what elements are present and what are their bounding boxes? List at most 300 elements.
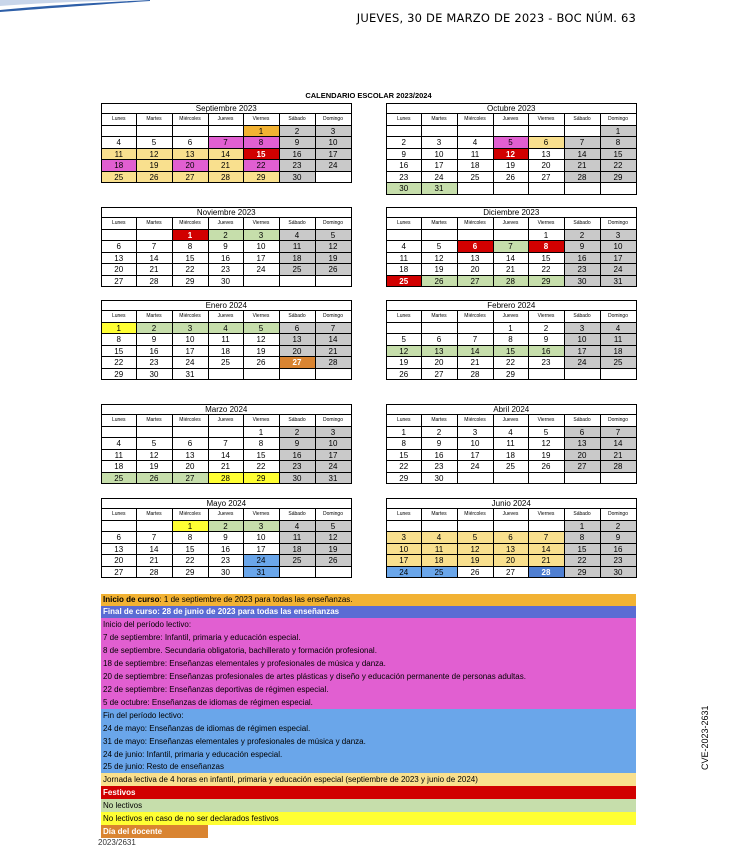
day-cell: 22 <box>244 461 280 473</box>
weekday-header: Domingo <box>316 311 352 323</box>
day-cell: 18 <box>387 264 422 276</box>
day-cell: 25 <box>280 264 316 276</box>
day-cell: 4 <box>458 137 494 149</box>
day-cell: 20 <box>494 555 529 567</box>
day-cell: 1 <box>529 230 565 242</box>
day-cell: 20 <box>565 450 601 462</box>
weekday-header: Miércoles <box>458 218 494 230</box>
day-cell: 15 <box>102 346 137 358</box>
day-cell: 19 <box>422 264 458 276</box>
weekday-header: Lunes <box>387 509 422 521</box>
day-cell: 10 <box>387 544 422 556</box>
weekday-header: Domingo <box>316 415 352 427</box>
day-cell: 1 <box>565 521 601 533</box>
day-cell: 5 <box>316 521 352 533</box>
day-cell: 6 <box>102 241 137 253</box>
day-cell: 26 <box>422 276 458 288</box>
day-cell: 21 <box>529 555 565 567</box>
empty-cell <box>137 427 173 439</box>
empty-cell <box>565 183 601 195</box>
weekday-header: Domingo <box>601 114 637 126</box>
day-cell: 7 <box>458 334 494 346</box>
day-cell: 7 <box>137 241 173 253</box>
day-cell: 11 <box>102 450 137 462</box>
day-cell: 23 <box>601 555 637 567</box>
day-cell: 17 <box>173 346 209 358</box>
empty-cell <box>137 126 173 138</box>
day-cell: 1 <box>102 323 137 335</box>
day-cell: 14 <box>565 149 601 161</box>
day-cell: 13 <box>565 438 601 450</box>
day-cell: 23 <box>565 264 601 276</box>
day-cell: 3 <box>316 126 352 138</box>
legend-row <box>101 670 636 683</box>
empty-cell <box>458 230 494 242</box>
day-cell: 17 <box>244 544 280 556</box>
day-cell: 4 <box>280 230 316 242</box>
day-cell: 14 <box>137 544 173 556</box>
day-cell: 2 <box>137 323 173 335</box>
day-cell: 13 <box>458 253 494 265</box>
day-cell: 22 <box>387 461 422 473</box>
weekday-header: Jueves <box>209 218 244 230</box>
weekday-header: Viernes <box>529 509 565 521</box>
day-cell: 12 <box>387 346 422 358</box>
weekday-header: Lunes <box>102 415 137 427</box>
day-cell: 12 <box>137 450 173 462</box>
day-cell: 24 <box>565 357 601 369</box>
day-cell: 11 <box>209 334 244 346</box>
day-cell: 25 <box>209 357 244 369</box>
day-cell: 2 <box>280 126 316 138</box>
day-cell: 10 <box>422 149 458 161</box>
month-title: Octubre 2023 <box>386 103 637 114</box>
weekday-header: Domingo <box>316 509 352 521</box>
day-cell: 7 <box>137 532 173 544</box>
day-cell: 19 <box>137 160 173 172</box>
day-cell: 26 <box>458 567 494 579</box>
day-cell: 9 <box>209 241 244 253</box>
day-cell: 8 <box>601 137 637 149</box>
day-cell: 27 <box>529 172 565 184</box>
day-cell: 1 <box>244 427 280 439</box>
day-cell: 22 <box>244 160 280 172</box>
day-cell: 8 <box>173 532 209 544</box>
day-cell: 24 <box>458 461 494 473</box>
legend-label: Inicio de curso <box>103 595 160 604</box>
day-cell: 14 <box>458 346 494 358</box>
day-cell: 18 <box>280 544 316 556</box>
day-cell: 23 <box>529 357 565 369</box>
day-cell: 22 <box>173 264 209 276</box>
day-cell: 6 <box>280 323 316 335</box>
month-title: Septiembre 2023 <box>101 103 352 114</box>
weekday-header: Martes <box>137 114 173 126</box>
day-cell: 5 <box>244 323 280 335</box>
day-cell: 4 <box>280 521 316 533</box>
empty-cell <box>209 126 244 138</box>
day-cell: 30 <box>209 276 244 288</box>
weekday-header: Viernes <box>244 509 280 521</box>
weekday-header: Sábado <box>280 311 316 323</box>
legend-row <box>101 722 636 735</box>
weekday-header: Domingo <box>316 114 352 126</box>
empty-cell <box>529 183 565 195</box>
day-cell: 16 <box>280 149 316 161</box>
day-cell: 12 <box>422 253 458 265</box>
empty-cell <box>387 521 422 533</box>
day-cell: 8 <box>244 438 280 450</box>
day-cell: 29 <box>244 473 280 485</box>
day-cell: 31 <box>244 567 280 579</box>
day-cell: 30 <box>387 183 422 195</box>
weekday-header: Martes <box>422 509 458 521</box>
day-cell: 9 <box>280 137 316 149</box>
day-cell: 16 <box>137 346 173 358</box>
day-cell: 11 <box>494 438 529 450</box>
day-cell: 4 <box>102 438 137 450</box>
day-cell: 26 <box>494 172 529 184</box>
empty-cell <box>102 427 137 439</box>
day-cell: 18 <box>102 461 137 473</box>
day-cell: 30 <box>422 473 458 485</box>
day-cell: 19 <box>244 346 280 358</box>
empty-cell <box>601 369 637 381</box>
empty-cell <box>529 369 565 381</box>
day-cell: 14 <box>529 544 565 556</box>
day-cell: 13 <box>494 544 529 556</box>
day-cell: 17 <box>244 253 280 265</box>
day-cell: 25 <box>387 276 422 288</box>
day-cell: 15 <box>529 253 565 265</box>
weekday-header: Martes <box>137 509 173 521</box>
day-cell: 25 <box>458 172 494 184</box>
day-cell: 20 <box>529 160 565 172</box>
empty-cell <box>387 323 422 335</box>
day-cell: 8 <box>529 241 565 253</box>
empty-cell <box>422 126 458 138</box>
day-cell: 10 <box>244 532 280 544</box>
legend-row <box>101 812 636 825</box>
empty-cell <box>422 230 458 242</box>
day-cell: 19 <box>529 450 565 462</box>
day-cell: 21 <box>494 264 529 276</box>
legend-row <box>101 618 636 631</box>
day-cell: 26 <box>137 473 173 485</box>
day-cell: 6 <box>173 438 209 450</box>
legend-row <box>101 709 636 722</box>
weekday-header: Miércoles <box>458 415 494 427</box>
day-cell: 24 <box>244 555 280 567</box>
day-cell: 30 <box>565 276 601 288</box>
day-cell: 3 <box>316 427 352 439</box>
empty-cell <box>601 473 637 485</box>
day-cell: 16 <box>601 544 637 556</box>
day-cell: 16 <box>529 346 565 358</box>
day-cell: 13 <box>102 253 137 265</box>
day-cell: 4 <box>209 323 244 335</box>
day-cell: 15 <box>244 149 280 161</box>
day-cell: 17 <box>387 555 422 567</box>
day-cell: 16 <box>209 253 244 265</box>
day-cell: 23 <box>209 264 244 276</box>
day-cell: 19 <box>316 544 352 556</box>
weekday-header: Sábado <box>280 415 316 427</box>
day-cell: 17 <box>601 253 637 265</box>
day-cell: 10 <box>316 438 352 450</box>
empty-cell <box>280 369 316 381</box>
day-cell: 11 <box>102 149 137 161</box>
day-cell: 24 <box>316 461 352 473</box>
empty-cell <box>137 521 173 533</box>
day-cell: 21 <box>209 461 244 473</box>
empty-cell <box>316 172 352 184</box>
legend-text: : 28 de junio de 2023 para todas las enseñanzas <box>157 607 340 616</box>
weekday-header: Jueves <box>209 509 244 521</box>
day-cell: 22 <box>102 357 137 369</box>
weekday-header: Martes <box>422 311 458 323</box>
day-cell: 24 <box>422 172 458 184</box>
weekday-header: Miércoles <box>173 509 209 521</box>
day-cell: 3 <box>565 323 601 335</box>
weekday-header: Sábado <box>565 114 601 126</box>
day-cell: 26 <box>316 264 352 276</box>
day-cell: 3 <box>244 521 280 533</box>
empty-cell <box>387 126 422 138</box>
day-cell: 24 <box>173 357 209 369</box>
empty-cell <box>458 473 494 485</box>
weekday-header: Miércoles <box>458 509 494 521</box>
weekday-header: Sábado <box>565 311 601 323</box>
legend-text: 31 de mayo: Enseñanzas elementales y profesionales de música y danza. <box>103 737 366 746</box>
weekday-header: Sábado <box>565 509 601 521</box>
day-cell: 30 <box>209 567 244 579</box>
weekday-header: Domingo <box>601 509 637 521</box>
legend-label: Festivos <box>103 788 136 797</box>
legend-text: Inicio del período lectivo: <box>103 620 192 629</box>
document-id: 2023/2631 <box>98 838 136 847</box>
day-cell: 30 <box>137 369 173 381</box>
month-title: Enero 2024 <box>101 300 352 311</box>
day-cell: 9 <box>137 334 173 346</box>
day-cell: 6 <box>102 532 137 544</box>
day-cell: 17 <box>565 346 601 358</box>
day-cell: 5 <box>494 137 529 149</box>
weekday-header: Jueves <box>494 311 529 323</box>
day-cell: 28 <box>209 473 244 485</box>
empty-cell <box>458 521 494 533</box>
day-cell: 2 <box>209 230 244 242</box>
day-cell: 18 <box>494 450 529 462</box>
weekday-header: Jueves <box>209 114 244 126</box>
month-title: Abril 2024 <box>386 404 637 415</box>
day-cell: 28 <box>565 172 601 184</box>
empty-cell <box>529 473 565 485</box>
day-cell: 17 <box>422 160 458 172</box>
day-cell: 22 <box>173 555 209 567</box>
day-cell: 27 <box>102 567 137 579</box>
day-cell: 12 <box>458 544 494 556</box>
day-cell: 5 <box>422 241 458 253</box>
day-cell: 9 <box>565 241 601 253</box>
day-cell: 9 <box>601 532 637 544</box>
day-cell: 8 <box>244 137 280 149</box>
month-title: Febrero 2024 <box>386 300 637 311</box>
weekday-header: Martes <box>137 218 173 230</box>
day-cell: 20 <box>102 264 137 276</box>
day-cell: 15 <box>244 450 280 462</box>
day-cell: 31 <box>316 473 352 485</box>
legend-row <box>101 799 636 812</box>
weekday-header: Lunes <box>387 415 422 427</box>
day-cell: 16 <box>209 544 244 556</box>
day-cell: 27 <box>280 357 316 369</box>
weekday-header: Martes <box>422 114 458 126</box>
day-cell: 21 <box>137 264 173 276</box>
day-cell: 27 <box>173 473 209 485</box>
legend-text: 8 de septiembre. Secundaria obligatoria, bachillerato y formación profesional. <box>103 646 377 655</box>
weekday-header: Viernes <box>244 311 280 323</box>
day-cell: 9 <box>280 438 316 450</box>
day-cell: 28 <box>601 461 637 473</box>
day-cell: 1 <box>494 323 529 335</box>
day-cell: 27 <box>422 369 458 381</box>
weekday-header: Sábado <box>280 114 316 126</box>
weekday-header: Martes <box>422 218 458 230</box>
legend-text: 24 de mayo: Enseñanzas de idiomas de régimen especial. <box>103 724 311 733</box>
legend-text: 25 de junio: Resto de enseñanzas <box>103 762 224 771</box>
day-cell: 3 <box>458 427 494 439</box>
weekday-header: Sábado <box>280 218 316 230</box>
day-cell: 30 <box>601 567 637 579</box>
day-cell: 17 <box>316 450 352 462</box>
legend-row <box>101 735 636 748</box>
day-cell: 29 <box>173 276 209 288</box>
day-cell: 21 <box>565 160 601 172</box>
legend-row <box>101 748 636 761</box>
day-cell: 7 <box>529 532 565 544</box>
day-cell: 10 <box>565 334 601 346</box>
day-cell: 29 <box>529 276 565 288</box>
day-cell: 8 <box>173 241 209 253</box>
day-cell: 2 <box>209 521 244 533</box>
weekday-header: Sábado <box>280 509 316 521</box>
day-cell: 12 <box>316 241 352 253</box>
weekday-header: Miércoles <box>173 218 209 230</box>
weekday-header: Viernes <box>529 218 565 230</box>
day-cell: 29 <box>244 172 280 184</box>
legend-row <box>101 594 636 606</box>
weekday-header: Martes <box>137 415 173 427</box>
day-cell: 20 <box>173 160 209 172</box>
day-cell: 15 <box>494 346 529 358</box>
legend-row <box>101 657 636 670</box>
day-cell: 12 <box>137 149 173 161</box>
day-cell: 4 <box>494 427 529 439</box>
weekday-header: Lunes <box>387 114 422 126</box>
day-cell: 22 <box>494 357 529 369</box>
day-cell: 27 <box>565 461 601 473</box>
day-cell: 12 <box>244 334 280 346</box>
day-cell: 2 <box>387 137 422 149</box>
day-cell: 20 <box>280 346 316 358</box>
empty-cell <box>601 183 637 195</box>
day-cell: 19 <box>316 253 352 265</box>
day-cell: 18 <box>458 160 494 172</box>
weekday-header: Martes <box>137 311 173 323</box>
day-cell: 29 <box>565 567 601 579</box>
day-cell: 18 <box>280 253 316 265</box>
day-cell: 17 <box>316 149 352 161</box>
weekday-header: Martes <box>422 415 458 427</box>
legend-text: No lectivos <box>103 801 143 810</box>
month-title: Mayo 2024 <box>101 498 352 509</box>
day-cell: 24 <box>316 160 352 172</box>
day-cell: 19 <box>137 461 173 473</box>
day-cell: 14 <box>209 149 244 161</box>
legend-row <box>101 773 636 786</box>
empty-cell <box>494 473 529 485</box>
day-cell: 15 <box>387 450 422 462</box>
empty-cell <box>244 276 280 288</box>
day-cell: 25 <box>280 555 316 567</box>
day-cell: 14 <box>601 438 637 450</box>
legend-row <box>101 786 636 799</box>
day-cell: 15 <box>601 149 637 161</box>
day-cell: 29 <box>494 369 529 381</box>
empty-cell <box>494 521 529 533</box>
day-cell: 24 <box>244 264 280 276</box>
day-cell: 23 <box>387 172 422 184</box>
empty-cell <box>173 427 209 439</box>
empty-cell <box>316 369 352 381</box>
empty-cell <box>494 183 529 195</box>
day-cell: 10 <box>244 241 280 253</box>
empty-cell <box>280 567 316 579</box>
day-cell: 14 <box>137 253 173 265</box>
day-cell: 1 <box>173 521 209 533</box>
day-cell: 21 <box>458 357 494 369</box>
weekday-header: Lunes <box>387 311 422 323</box>
day-cell: 26 <box>244 357 280 369</box>
day-cell: 28 <box>529 567 565 579</box>
day-cell: 29 <box>601 172 637 184</box>
day-cell: 13 <box>280 334 316 346</box>
day-cell: 1 <box>244 126 280 138</box>
day-cell: 1 <box>387 427 422 439</box>
day-cell: 6 <box>494 532 529 544</box>
day-cell: 23 <box>280 160 316 172</box>
day-cell: 19 <box>387 357 422 369</box>
legend-row <box>101 825 208 838</box>
day-cell: 7 <box>494 241 529 253</box>
day-cell: 11 <box>280 241 316 253</box>
weekday-header: Viernes <box>244 218 280 230</box>
day-cell: 26 <box>316 555 352 567</box>
day-cell: 21 <box>601 450 637 462</box>
empty-cell <box>458 126 494 138</box>
weekday-header: Miércoles <box>173 311 209 323</box>
day-cell: 29 <box>387 473 422 485</box>
day-cell: 2 <box>280 427 316 439</box>
month-title: Noviembre 2023 <box>101 207 352 218</box>
day-cell: 20 <box>422 357 458 369</box>
weekday-header: Sábado <box>565 415 601 427</box>
day-cell: 10 <box>316 137 352 149</box>
day-cell: 19 <box>458 555 494 567</box>
day-cell: 20 <box>173 461 209 473</box>
legend-row <box>101 631 636 644</box>
